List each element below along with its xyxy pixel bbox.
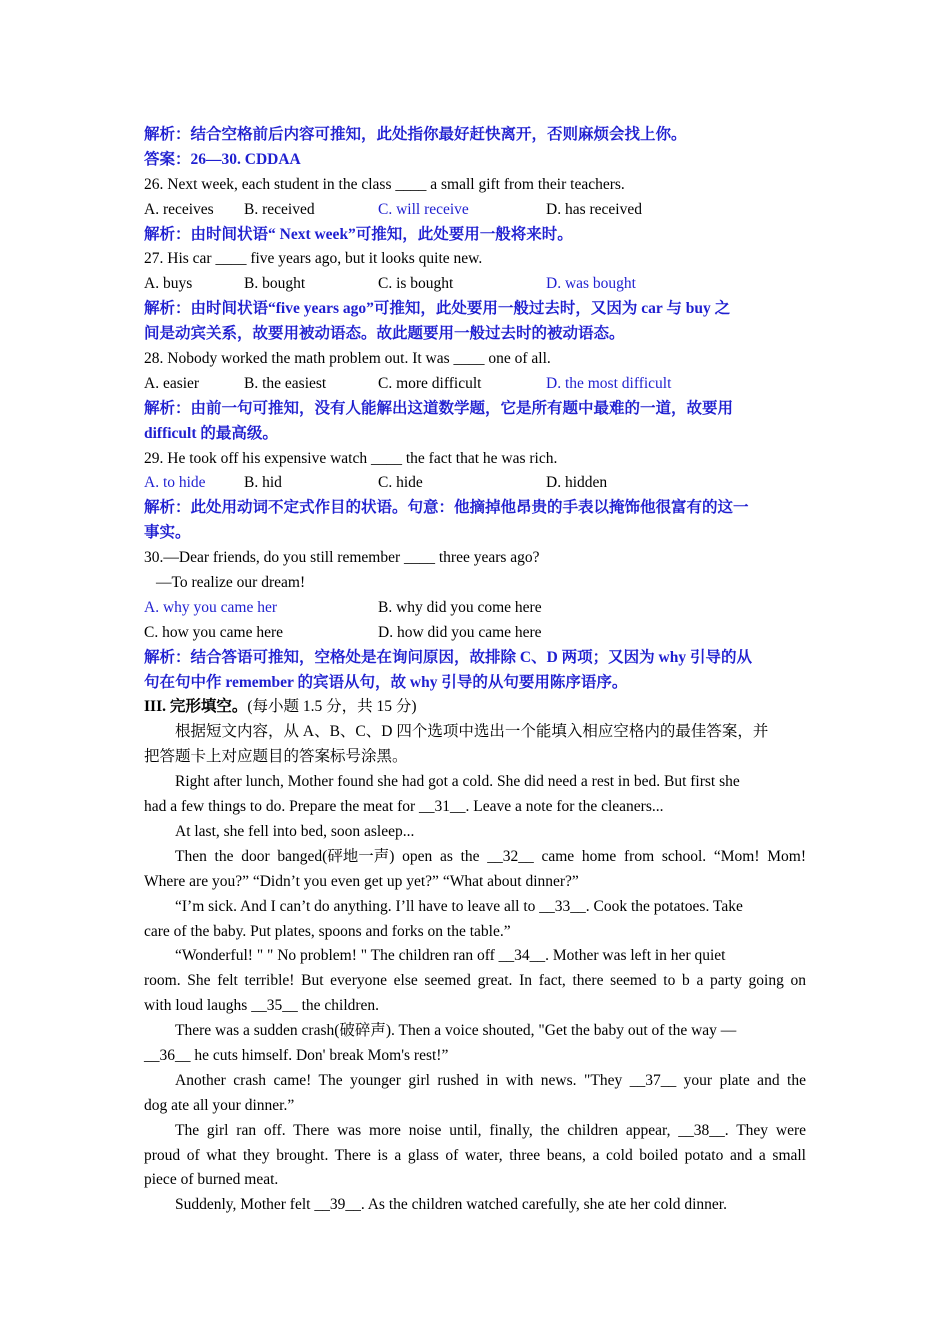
q30-analysis-line2: 句在句中作 remember 的宾语从句，故 why 引导的从句要用陈序语序。 — [144, 673, 628, 691]
q26-option-b: B. received — [244, 200, 315, 218]
section3-title: III. 完形填空。 — [144, 698, 248, 716]
q28-stem: 28. Nobody worked the math problem out. It was ____ one of all. — [144, 350, 551, 368]
passage-p8-line3: piece of burned meat. — [144, 1171, 279, 1189]
q30-reply: —To realize our dream! — [156, 574, 306, 592]
q28-options — [144, 372, 806, 397]
q27-stem: 27. His car ____ five years ago, but it looks quite new. — [144, 250, 483, 268]
q25-analysis: 解析：结合空格前后内容可推知，此处指你最好赶快离开，否则麻烦会找上你。 — [144, 126, 687, 143]
q26-options — [144, 198, 806, 223]
passage-p8-line1: The girl ran off. There was more noise until, finally, the children appear, __38__. They were — [175, 1121, 806, 1139]
passage-p5-line2: room. She felt terrible! But everyone else seemed great. In fact, there seemed to b a party going on — [144, 972, 806, 990]
q28-option-d: D. the most difficult — [546, 374, 672, 392]
q26-analysis: 解析：由时间状语“ Next week”可推知，此处要用一般将来时。 — [144, 225, 573, 243]
passage-p3-line2: Where are you?” “Didn’t you even get up yet?” “What about dinner?” — [144, 872, 579, 890]
q28-analysis-line2: difficult 的最高级。 — [144, 424, 278, 442]
q26-option-a: A. receives — [144, 200, 214, 218]
passage-p7-line2: dog ate all your dinner.” — [144, 1096, 295, 1114]
q29-analysis-line1: 解析：此处用动词不定式作目的状语。句意：他摘掉他昂贵的手表以掩饰他很富有的这一 — [144, 499, 749, 517]
q26-option-c: C. will receive — [378, 200, 469, 218]
q30-options-row1 — [144, 596, 806, 621]
passage-p9-line1: Suddenly, Mother felt __39__. As the children watched carefully, she ate her cold dinner. — [175, 1196, 727, 1214]
q30-option-d: D. how did you came here — [378, 623, 542, 641]
q29-analysis-line2: 事实。 — [144, 524, 191, 542]
exam-page — [144, 123, 806, 1218]
passage-p8-line2: proud of what they brought. There is a glass of water, three beans, a cold boiled potato and a small — [144, 1146, 806, 1164]
section3-instruction-line2: 把答题卡上对应题目的答案标号涂黑。 — [144, 748, 408, 766]
q26-stem: 26. Next week, each student in the class ____ a small gift from their teachers. — [144, 175, 625, 193]
passage-p3-line1: Then the door banged(砰地一声) open as the __32__ came home from school. “Mom! Mom! — [175, 847, 806, 865]
q29-option-c: C. hide — [378, 474, 423, 492]
q27-option-d: D. was bought — [546, 275, 636, 293]
q27-options — [144, 272, 806, 297]
answer-line: 答案：26—30. CDDAA — [144, 150, 301, 168]
q27-option-b: B. bought — [244, 275, 306, 293]
q27-analysis-line2: 间是动宾关系，故要用被动语态。故此题要用一般过去时的被动语态。 — [144, 325, 625, 343]
q30-option-a: A. why you came her — [144, 598, 277, 616]
q26-option-d: D. has received — [546, 200, 642, 218]
q30-options-row2 — [144, 621, 806, 646]
q30-option-b: B. why did you come here — [378, 598, 542, 616]
section3-instruction-line1: 根据短文内容，从 A、B、C、D 四个选项中选出一个能填入相应空格内的最佳答案，并 — [175, 723, 769, 741]
q27-analysis-line1: 解析：由时间状语“five years ago”可推知，此处要用一般过去时，又因为 car 与 buy 之 — [144, 300, 731, 318]
q27-option-a: A. buys — [144, 275, 193, 293]
q29-options — [144, 471, 806, 496]
cloze-passage — [144, 770, 806, 1218]
passage-p4-line1: “I’m sick. And I can’t do anything. I’ll have to leave all to __33__. Cook the potatoes. Take — [175, 897, 743, 915]
passage-p5-line1: “Wonderful! " " No problem! " The children ran off __34__. Mother was left in her quiet — [175, 947, 726, 965]
q28-analysis-line1: 解析：由前一句可推知，没有人能解出这道数学题，它是所有题中最难的一道，故要用 — [144, 399, 734, 417]
passage-p1-line2: had a few things to do. Prepare the meat for __31__. Leave a note for the cleaners... — [144, 798, 664, 816]
q28-option-c: C. more difficult — [378, 374, 482, 392]
passage-p6-line1: There was a sudden crash(破碎声). Then a voice shouted, "Get the baby out of the way — — [175, 1022, 737, 1040]
q29-option-b: B. hid — [244, 474, 282, 492]
passage-p5-line3: with loud laughs __35__ the children. — [144, 997, 380, 1015]
passage-p7-line1: Another crash came! The younger girl rushed in with news. "They __37__ your plate and the — [175, 1071, 806, 1089]
q29-option-d: D. hidden — [546, 474, 608, 492]
q30-stem: 30.—Dear friends, do you still remember ____ three years ago? — [144, 549, 540, 567]
q30-option-c: C. how you came here — [144, 623, 284, 641]
q29-stem: 29. He took off his expensive watch ____ the fact that he was rich. — [144, 449, 558, 467]
q30-analysis-line1: 解析：结合答语可推知，空格处是在询问原因，故排除 C、D 两项；又因为 why 引导的从 — [144, 648, 752, 666]
passage-p2-line1: At last, she fell into bed, soon asleep... — [175, 822, 415, 840]
q28-option-b: B. the easiest — [244, 374, 327, 392]
q27-option-c: C. is bought — [378, 275, 454, 293]
q29-option-a: A. to hide — [144, 474, 206, 492]
passage-p4-line2: care of the baby. Put plates, spoons and forks on the table.” — [144, 922, 511, 940]
section3-heading — [144, 695, 806, 720]
q28-option-a: A. easier — [144, 374, 200, 392]
passage-p1-line1: Right after lunch, Mother found she had got a cold. She did need a rest in bed. But first she — [175, 773, 740, 791]
section3-note: (每小题 1.5 分，共 15 分) — [247, 698, 417, 716]
passage-p6-line2: __36__ he cuts himself. Don' break Mom's rest!” — [144, 1046, 449, 1064]
